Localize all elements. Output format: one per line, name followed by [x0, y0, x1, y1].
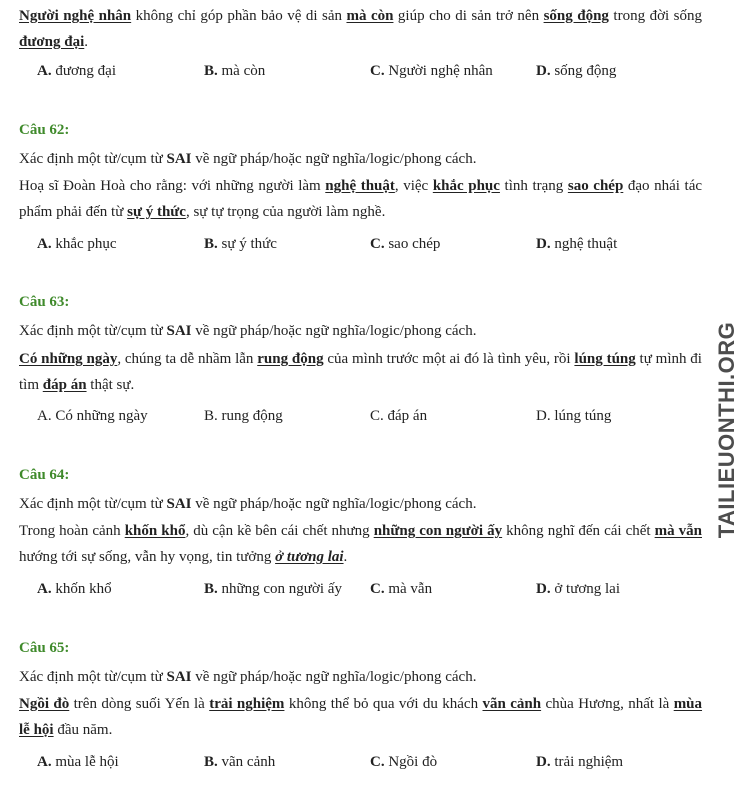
q64-options — [37, 578, 717, 600]
watermark — [712, 290, 742, 570]
q65-underlined-3: vãn cảnh — [482, 696, 542, 712]
q62-option-a[interactable]: A. khắc phục — [37, 236, 117, 252]
watermark-text: TAILIEUONTHI.ORG — [714, 321, 739, 539]
q65-option-d[interactable]: D. trải nghiệm — [536, 754, 624, 770]
q63-underlined-2: rung động — [257, 351, 324, 367]
q61-option-d[interactable]: D. sống động — [536, 63, 617, 79]
q65-option-b[interactable]: B. vãn cảnh — [204, 754, 276, 770]
q64-option-b[interactable]: B. những con người ấy — [204, 581, 342, 597]
q63-instruction: Xác định một từ/cụm từ SAI về ngữ pháp/hoặc ngữ nghĩa/logic/phong cách. — [19, 323, 477, 339]
q62-underlined-4: sự ý thức — [127, 204, 186, 220]
q63-title: Câu 63: — [19, 294, 70, 310]
q64-option-a[interactable]: A. khốn khổ — [37, 581, 112, 597]
q62-underlined-2: khắc phục — [432, 178, 500, 194]
q62-title: Câu 62: — [19, 122, 70, 138]
q64-underlined-4: ở tương lai — [275, 549, 344, 565]
q62-sentence: Hoạ sĩ Đoàn Hoà cho rằng: với những người làm nghệ thuật, việc khắc phục tình trạng sao chép đạo nhái tác phẩm phải đến từ sự ý thức, sự tự trọng của người làm nghề. — [19, 178, 703, 220]
q61-option-b[interactable]: B. mà còn — [204, 63, 266, 79]
q61-underlined-3: sống động — [543, 8, 609, 24]
q64-sentence: Trong hoàn cảnh khốn khổ, dù cận kề bên cái chết nhưng những con người ấy không nghĩ đến cái chết mà vẫn hướng tới sự sống, vẫn hy vọng, tin tưởng ở tương lai. — [19, 523, 702, 565]
q61-sentence: Người nghệ nhân không chỉ góp phần bảo vệ di sản mà còn giúp cho di sản trở nên sống động trong đời sống đương đại. — [19, 8, 702, 50]
q64-underlined-1: khốn khổ — [124, 523, 186, 539]
q64-underlined-3: mà vẫn — [654, 523, 702, 539]
q63-option-c[interactable]: C. đáp án — [370, 408, 428, 424]
q62-underlined-1: nghệ thuật — [325, 178, 395, 194]
q64-option-c[interactable]: C. mà vẫn — [370, 581, 433, 597]
q61-option-c[interactable]: C. Người nghệ nhân — [370, 63, 493, 79]
q64-underlined-2: những con người ấy — [373, 523, 503, 539]
q65-instruction: Xác định một từ/cụm từ SAI về ngữ pháp/hoặc ngữ nghĩa/logic/phong cách. — [19, 669, 477, 685]
q64-instruction: Xác định một từ/cụm từ SAI về ngữ pháp/hoặc ngữ nghĩa/logic/phong cách. — [19, 496, 477, 512]
q61-options — [37, 60, 717, 82]
q63-option-b[interactable]: B. rung động — [204, 408, 283, 424]
q63-underlined-1: Có những ngày — [19, 351, 118, 367]
q65-underlined-2: trải nghiệm — [209, 696, 285, 712]
q62-option-d[interactable]: D. nghệ thuật — [536, 236, 618, 252]
q62-option-c[interactable]: C. sao chép — [370, 236, 441, 252]
q61-option-a[interactable]: A. đương đại — [37, 63, 116, 79]
q62-underlined-3: sao chép — [567, 178, 624, 194]
q61-underlined-1: Người nghệ nhân — [19, 8, 132, 24]
q62-option-b[interactable]: B. sự ý thức — [204, 236, 277, 252]
q65-sentence: Ngồi đò trên dòng suối Yến là trải nghiệm không thể bỏ qua với du khách vãn cảnh chùa Hương, nhất là mùa lễ hội đầu năm. — [19, 696, 703, 738]
q62-options — [37, 233, 717, 255]
q65-option-c[interactable]: C. Ngồi đò — [370, 754, 438, 770]
q61-underlined-2: mà còn — [346, 8, 394, 24]
q63-underlined-3: lúng túng — [574, 351, 636, 367]
q65-title: Câu 65: — [19, 640, 70, 656]
q63-sentence: Có những ngày, chúng ta dễ nhầm lẫn rung động của mình trước một ai đó là tình yêu, rồi lúng túng tự mình đi tìm đáp án thật sự. — [19, 351, 702, 393]
q64-title: Câu 64: — [19, 467, 70, 483]
q65-underlined-1: Ngồi đò — [19, 696, 70, 712]
q61-underlined-4: đương đại — [19, 34, 85, 50]
q65-options — [37, 751, 717, 773]
q63-option-d[interactable]: D. lúng túng — [536, 408, 612, 424]
q65-option-a[interactable]: A. mùa lễ hội — [37, 754, 119, 770]
q65-underlined-4: mùa lễ hội — [19, 696, 703, 738]
q64-option-d[interactable]: D. ở tương lai — [536, 581, 620, 597]
q63-option-a[interactable]: A. Có những ngày — [37, 408, 148, 424]
q63-options — [37, 405, 717, 427]
q63-underlined-4: đáp án — [42, 377, 87, 393]
q62-instruction: Xác định một từ/cụm từ SAI về ngữ pháp/hoặc ngữ nghĩa/logic/phong cách. — [19, 151, 477, 167]
